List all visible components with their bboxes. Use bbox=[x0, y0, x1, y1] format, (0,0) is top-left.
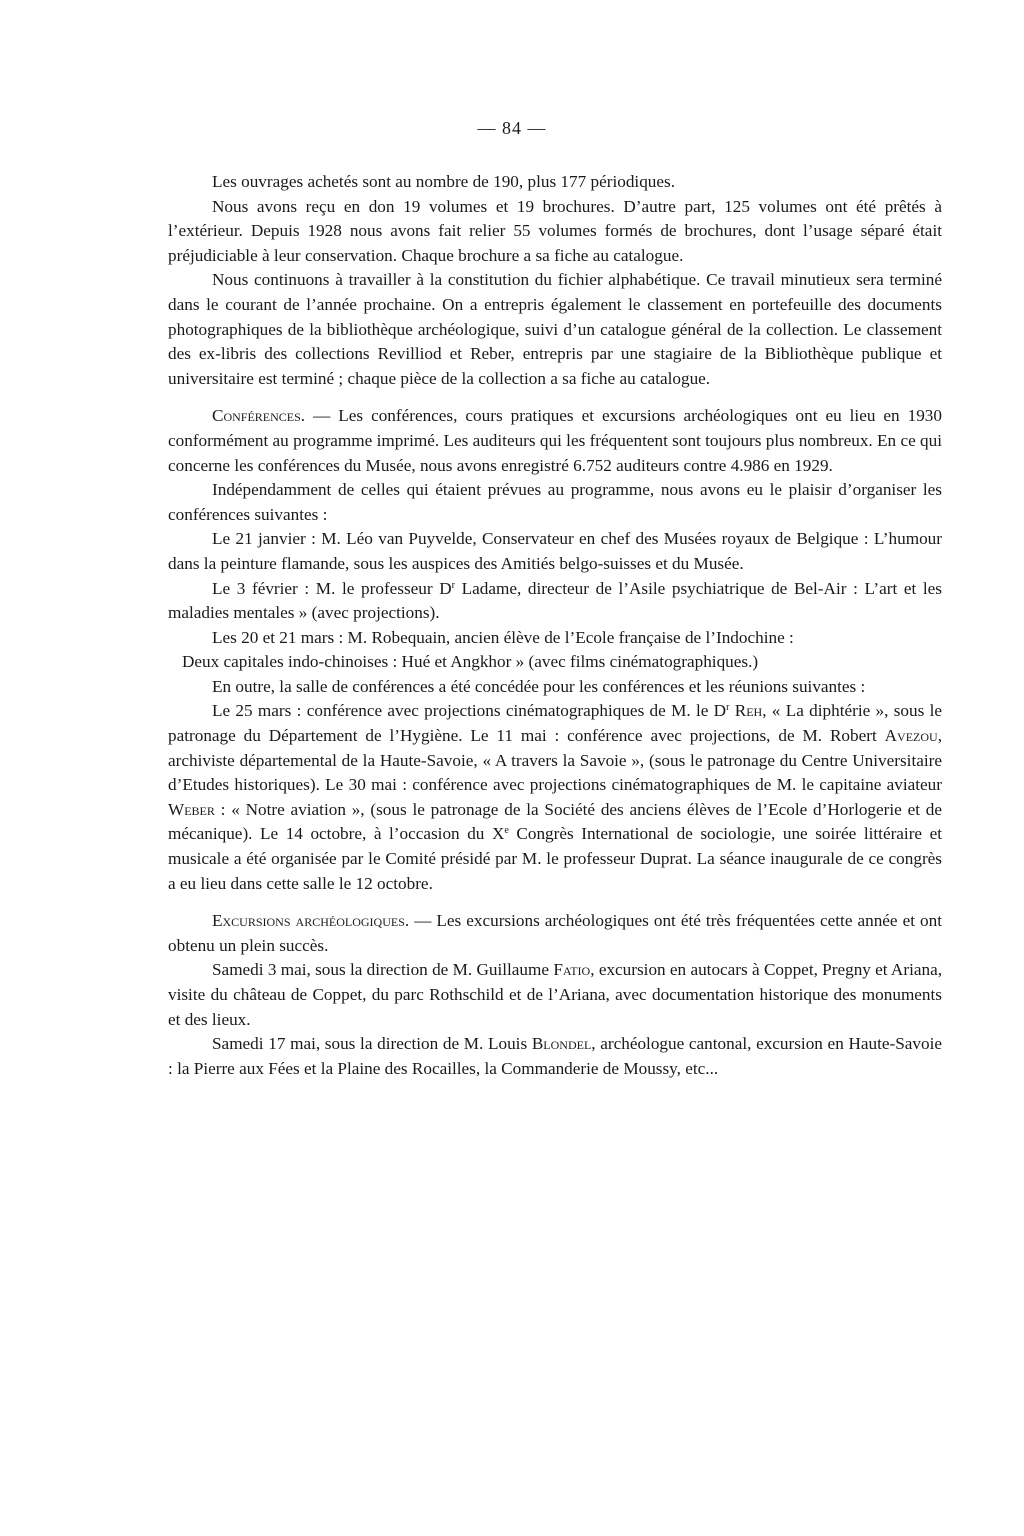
paragraph-donations: Nous avons reçu en don 19 volumes et 19 brochures. D’autre part, 125 volumes ont été prêtés à l’extérieur. Depuis 1928 nous avons fait relier 55 volumes formés de brochures, dont l’usage séparé était préjudiciable à leur conservation. Chaque brochure a sa fiche au catalogue. bbox=[168, 196, 942, 265]
text-fragment: Samedi 3 mai, sous la direction de M. Guillaume bbox=[212, 960, 554, 980]
text-fragment: : « Notre aviation », (sous le patronage de la Société des anciens élèves de l’Ecole d’Horlogerie et de mécanique). Le 14 octobre, à l’occasion du X bbox=[168, 799, 942, 844]
page-number: — 84 — bbox=[477, 118, 547, 138]
paragraph-catalogue: Nous continuons à travailler à la constitution du fichier alphabétique. Ce travail minutieux sera terminé dans le courant de l’année prochaine. On a entrepris également le classement en portefeuille des documents photographiques de la bibliothèque archéologique, suivi d’un catalogue général de la collection. Le classement des ex-libris des collections Revilliod et Reber, entrepris par une stagiaire de la Bibliothèque publique et universitaire est terminé ; chaque pièce de la collection a sa fiche au catalogue. bbox=[168, 270, 942, 388]
text-fragment: Le 25 mars : conférence avec projections cinématographiques de M. le D bbox=[212, 701, 727, 721]
person-name: Weber bbox=[168, 799, 215, 819]
paragraph-other-events bbox=[168, 699, 942, 896]
text-fragment: Samedi 17 mai, sous la direction de M. Louis bbox=[212, 1034, 532, 1054]
paragraph-excursion-may-17 bbox=[168, 1032, 942, 1081]
superscript: r bbox=[726, 702, 730, 714]
section-heading-excursions: Excursions archéologiques. bbox=[212, 911, 410, 931]
text-fragment: , archéologue cantonal, excursion en Haute-Savoie : la Pierre aux Fées et la Plaine des Rocailles, la Commanderie de Moussy, etc... bbox=[168, 1034, 942, 1078]
superscript: e bbox=[504, 825, 509, 837]
text-fragment: Congrès International de sociologie, une soirée littéraire et musicale a été organisée par le Comité présidé par M. le professeur Duprat. La séance inaugurale de ce congrès a eu lieu dans cette salle le 12 octobre. bbox=[168, 824, 943, 893]
paragraph-conference-march-title: Deux capitales indo-chinoises : Hué et Angkhor » (avec films cinématographiques.) bbox=[182, 652, 759, 672]
person-name: Avezou bbox=[884, 726, 938, 746]
person-name: Reh bbox=[729, 701, 763, 721]
paragraph-conference-february bbox=[168, 577, 942, 626]
paragraph-conference-march: Les 20 et 21 mars : M. Robequain, ancien élève de l’Ecole française de l’Indochine : bbox=[212, 627, 794, 647]
paragraph-conferences bbox=[168, 404, 942, 478]
text-fragment: , « La diphtérie », sous le patronage du Département de l’Hygiène. Le 11 mai : conférence avec projections, de M. Robert bbox=[168, 701, 942, 746]
page-body bbox=[168, 170, 942, 1081]
text-fragment: Le 3 février : M. le professeur D bbox=[212, 578, 452, 598]
person-name: Blondel bbox=[531, 1034, 592, 1054]
paragraph-purchases: Les ouvrages achetés sont au nombre de 190, plus 177 périodiques. bbox=[212, 172, 675, 191]
text-fragment: , excursion en autocars à Coppet, Pregny et Ariana, visite du château de Coppet, du parc Rothschild et de l’Ariana, avec documentation historique des monuments et des lieux. bbox=[168, 960, 942, 1029]
excursions-text: — Les excursions archéologiques ont été très fréquentées cette année et ont obtenu un plein succès. bbox=[168, 911, 942, 955]
text-fragment: , archiviste départemental de la Haute-Savoie, « A travers la Savoie », (sous le patronage du Centre Universitaire d’Etudes historiques). Le 30 mai : conférence avec projections cinématographiques de M. le capitaine aviateur bbox=[168, 726, 942, 795]
paragraph-excursions bbox=[168, 909, 942, 958]
conferences-text: — Les conférences, cours pratiques et excursions archéologiques ont eu lieu en 1930 conformément au programme imprimé. Les auditeurs qui les fréquentent sont toujours plus nombreux. En ce qui concerne les conférences du Musée, nous avons enregistré 6.752 auditeurs contre 4.986 en 1929. bbox=[168, 406, 942, 475]
paragraph-conference-january: Le 21 janvier : M. Léo van Puyvelde, Conservateur en chef des Musées royaux de Belgique : L’humour dans la peinture flamande, sous les auspices des Amitiés belgo-suisses et du Musée. bbox=[168, 529, 942, 573]
superscript: r bbox=[451, 579, 456, 591]
paragraph-excursion-may-3 bbox=[168, 958, 942, 1032]
paragraph-conferences-intro: Indépendamment de celles qui étaient prévues au programme, nous avons eu le plaisir d’organiser les conférences suivantes : bbox=[168, 480, 942, 524]
person-name: Fatio bbox=[553, 960, 591, 980]
text-fragment: Ladame, directeur de l’Asile psychiatrique de Bel-Air : L’art et les maladies mentales » (avec projections). bbox=[168, 578, 942, 623]
section-heading-conferences: Conférences. bbox=[212, 406, 306, 426]
paragraph-other-events-intro: En outre, la salle de conférences a été concédée pour les conférences et les réunions suivantes : bbox=[212, 676, 866, 696]
